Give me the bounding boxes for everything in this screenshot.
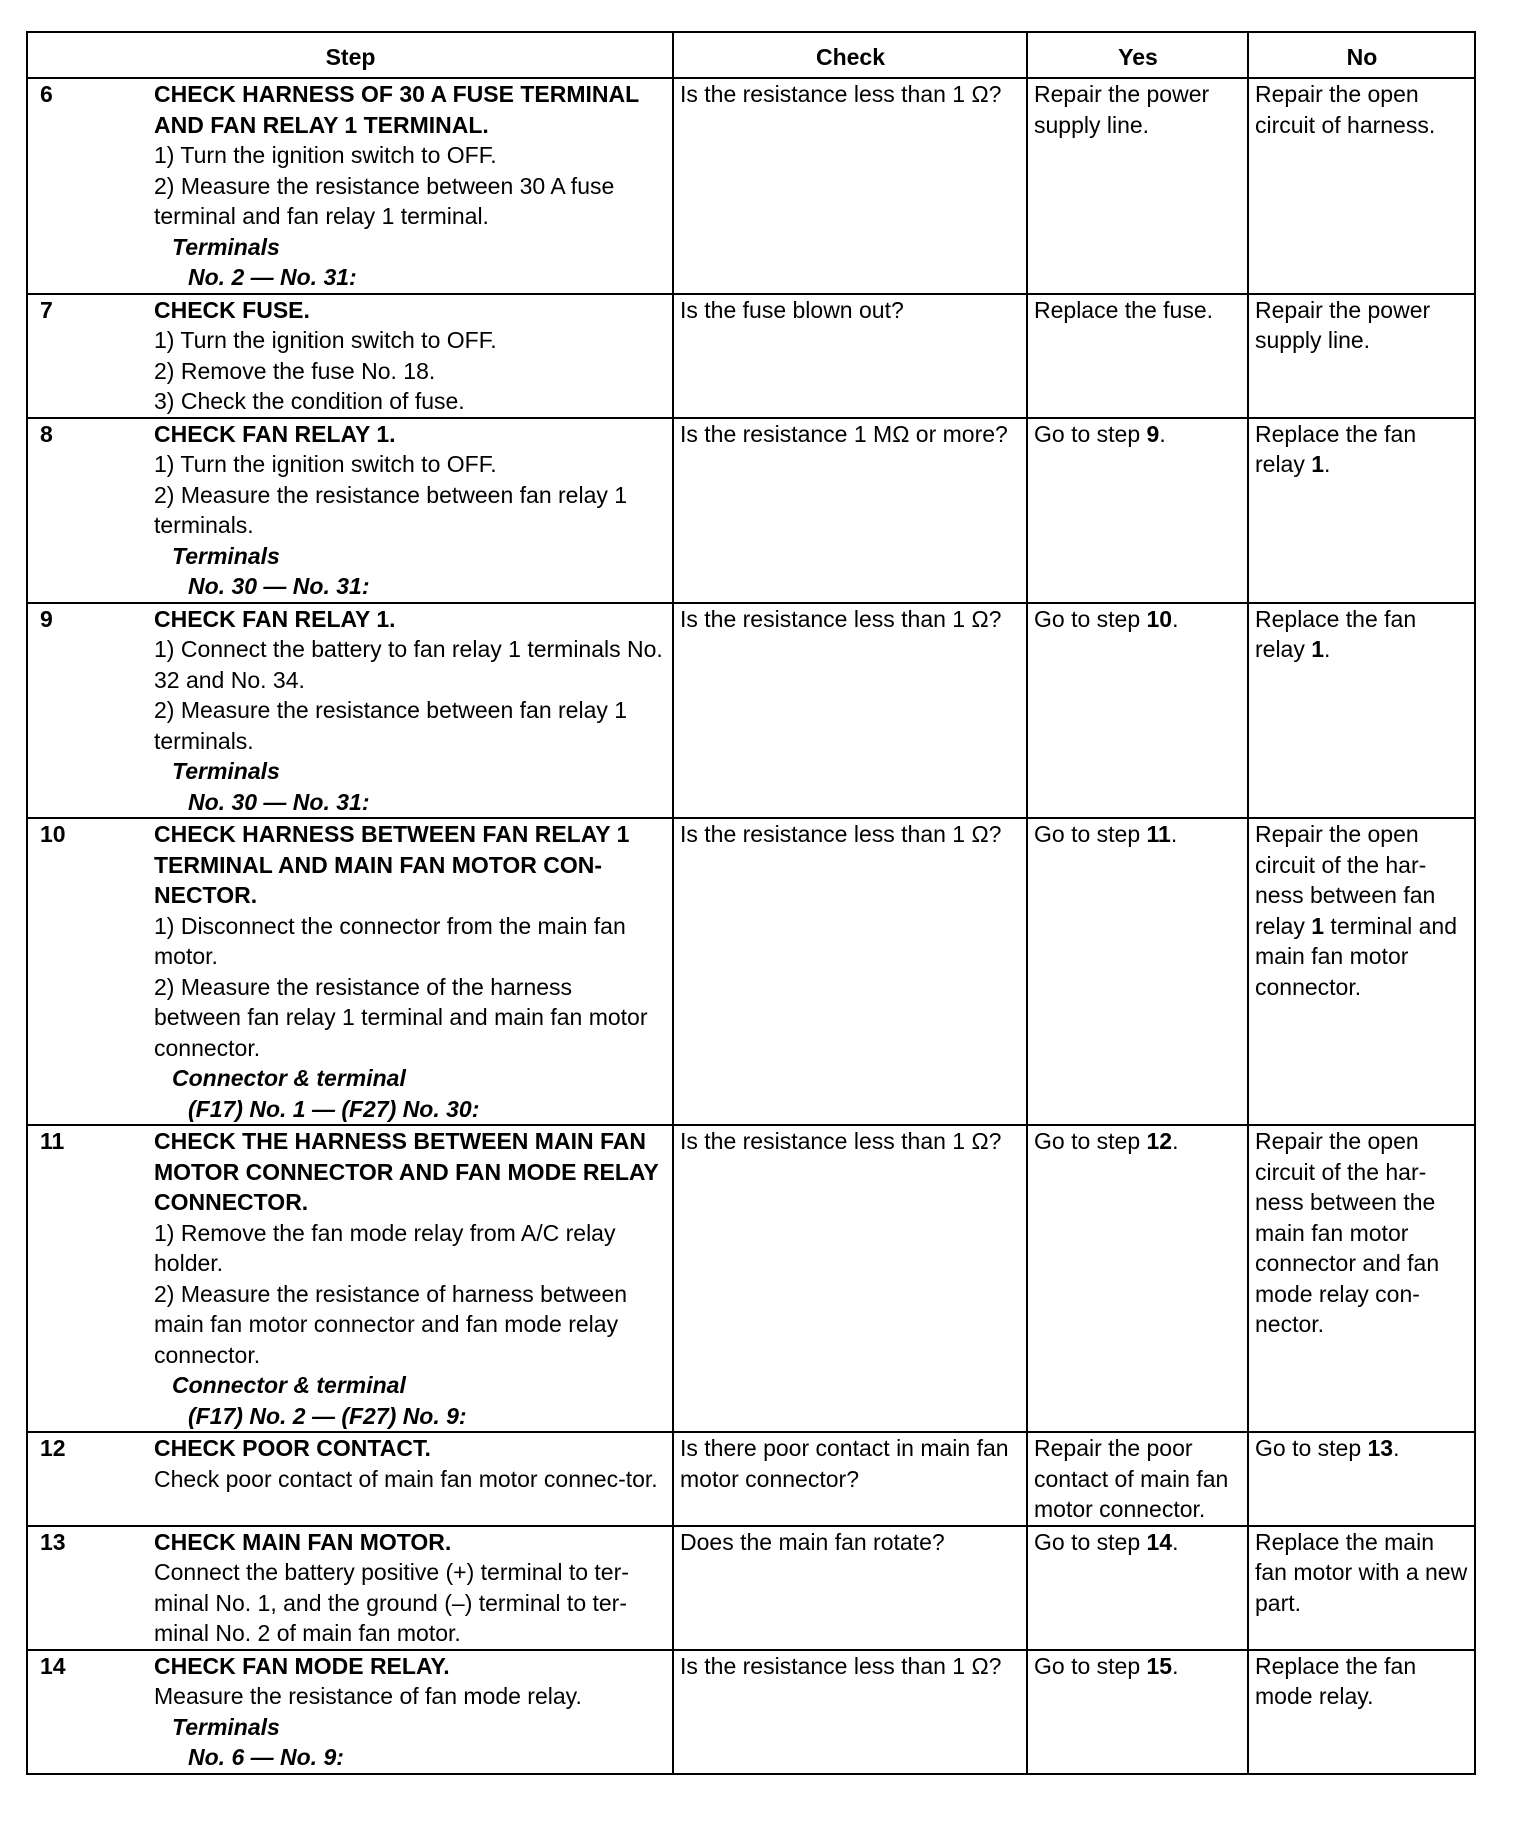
no-text: Go to step <box>1255 1435 1368 1461</box>
step-instruction: 2) Measure the resistance of the harness between fan relay 1 terminal and main fan motor connector. <box>154 973 648 1061</box>
no-step-ref: 1 <box>1311 451 1325 477</box>
yes-cell <box>1027 1432 1248 1526</box>
yes-text: Replace the fuse. <box>1034 296 1214 323</box>
step-instruction: 1) Turn the ignition switch to OFF. <box>154 327 497 353</box>
step-body <box>154 1651 667 1773</box>
no-text: Repair the open circuit of harness. <box>1255 81 1436 138</box>
yes-text-end: . <box>1172 605 1179 632</box>
yes-step-ref: 10 <box>1146 605 1173 632</box>
table-row <box>27 818 1475 1125</box>
step-body <box>154 419 667 602</box>
spec-value: (F17) No. 1 — (F27) No. 30: <box>188 1095 480 1122</box>
spec-heading: Connector & terminal <box>172 1372 406 1398</box>
table-row <box>27 1526 1475 1650</box>
step-number: 11 <box>40 1128 65 1154</box>
step-cell <box>27 78 673 294</box>
check-cell: Is the resistance 1 MΩ or more? <box>673 418 1027 603</box>
step-title: CHECK FUSE. <box>154 296 310 323</box>
no-text: Repair the power supply line. <box>1255 296 1431 353</box>
step-title: CHECK FAN RELAY 1. <box>154 605 396 632</box>
table-row <box>27 418 1475 603</box>
step-number: 13 <box>40 1528 66 1555</box>
check-cell: Is the resistance less than 1 Ω? <box>673 818 1027 1125</box>
yes-text: Go to step <box>1034 605 1147 632</box>
step-instruction: 2) Measure the resistance between 30 A fuse terminal and fan relay 1 terminal. <box>154 172 615 229</box>
yes-step-ref: 12 <box>1146 1128 1173 1154</box>
table-row <box>27 1650 1475 1774</box>
table-row <box>27 603 1475 819</box>
no-cell <box>1248 294 1475 418</box>
no-cell <box>1248 418 1475 603</box>
yes-cell <box>1027 1650 1248 1774</box>
no-text-end: terminal and main fan motor connector. <box>1255 912 1458 1000</box>
spec-value: No. 6 — No. 9: <box>188 1744 344 1770</box>
no-cell <box>1248 1650 1475 1774</box>
step-cell <box>27 603 673 819</box>
no-text: Repair the open circuit of the har-ness between the main fan motor connector and fan mode relay con-nector. <box>1255 1128 1440 1337</box>
check-cell: Does the main fan rotate? <box>673 1526 1027 1650</box>
header-check: Check <box>673 32 1027 78</box>
step-instruction: 3) Check the condition of fuse. <box>154 388 465 414</box>
yes-step-ref: 14 <box>1146 1528 1173 1555</box>
table-row <box>27 294 1475 418</box>
step-instruction: 2) Measure the resistance between fan relay 1 terminals. <box>154 697 628 754</box>
spec-heading: Connector & terminal <box>172 1065 406 1091</box>
step-body <box>154 1126 667 1431</box>
spec-heading: Terminals <box>172 233 280 260</box>
step-instruction: 1) Turn the ignition switch to OFF. <box>154 142 497 168</box>
spec-heading: Terminals <box>172 758 280 784</box>
step-cell <box>27 1125 673 1432</box>
no-text: Repair the open circuit of the har-ness between fan relay <box>1255 821 1436 939</box>
diagnostic-table <box>26 31 1476 1775</box>
no-cell <box>1248 1125 1475 1432</box>
step-number: 8 <box>40 420 53 447</box>
step-instruction: Connect the battery positive (+) terminal to ter-minal No. 1, and the ground (–) terminal to ter-minal No. 2 of main fan motor. <box>154 1559 629 1646</box>
no-text: Replace the main fan motor with a new part. <box>1255 1528 1468 1616</box>
check-cell: Is the resistance less than 1 Ω? <box>673 78 1027 294</box>
step-number: 7 <box>40 296 53 323</box>
yes-text-end: . <box>1172 1652 1179 1679</box>
header-no: No <box>1248 32 1475 78</box>
step-body <box>154 604 667 818</box>
yes-text: Repair the poor contact of main fan motor connector. <box>1034 1435 1229 1522</box>
step-number: 6 <box>40 81 53 107</box>
step-instruction: 2) Measure the resistance of harness between main fan motor connector and fan mode relay connector. <box>154 1280 628 1368</box>
step-instruction: 2) Remove the fuse No. 18. <box>154 357 436 384</box>
step-cell <box>27 294 673 418</box>
yes-cell <box>1027 1526 1248 1650</box>
step-title: CHECK HARNESS OF 30 A FUSE TERMINAL AND FAN RELAY 1 TERMINAL. <box>154 81 639 138</box>
step-title: CHECK MAIN FAN MOTOR. <box>154 1528 452 1555</box>
step-number: 14 <box>40 1652 66 1679</box>
yes-cell <box>1027 818 1248 1125</box>
header-yes: Yes <box>1027 32 1248 78</box>
spec-value: (F17) No. 2 — (F27) No. 9: <box>188 1402 467 1429</box>
step-cell <box>27 1432 673 1526</box>
step-title: CHECK FAN MODE RELAY. <box>154 1652 450 1679</box>
yes-text: Go to step <box>1034 1128 1147 1154</box>
table-row <box>27 1432 1475 1526</box>
yes-text-end: . <box>1172 1128 1179 1154</box>
spec-value: No. 2 — No. 31: <box>188 264 357 290</box>
yes-step-ref: 15 <box>1146 1652 1173 1679</box>
step-cell <box>27 818 673 1125</box>
header-step: Step <box>27 32 673 78</box>
table-row <box>27 1125 1475 1432</box>
step-title: CHECK FAN RELAY 1. <box>154 420 396 447</box>
step-instruction: 1) Connect the battery to fan relay 1 terminals No. 32 and No. 34. <box>154 636 663 693</box>
no-text: Replace the fan relay <box>1255 420 1417 477</box>
step-title: CHECK POOR CONTACT. <box>154 1435 431 1461</box>
yes-text: Repair the power supply line. <box>1034 81 1210 138</box>
step-title: CHECK THE HARNESS BETWEEN MAIN FAN MOTOR CONNECTOR AND FAN MODE RELAY CONNECTOR. <box>154 1128 659 1215</box>
yes-text-end: . <box>1172 1528 1179 1555</box>
step-cell <box>27 1650 673 1774</box>
step-body <box>154 79 667 293</box>
no-text-end: . <box>1393 1435 1400 1461</box>
spec-heading: Terminals <box>172 542 280 569</box>
step-number: 9 <box>40 605 53 632</box>
step-cell <box>27 1526 673 1650</box>
spec-value: No. 30 — No. 31: <box>188 573 370 599</box>
step-title: CHECK HARNESS BETWEEN FAN RELAY 1 TERMINAL AND MAIN FAN MOTOR CON-NECTOR. <box>154 821 630 908</box>
yes-step-ref: 11 <box>1146 821 1171 847</box>
check-cell: Is the resistance less than 1 Ω? <box>673 603 1027 819</box>
step-cell <box>27 418 673 603</box>
no-text: Replace the fan relay <box>1255 605 1417 662</box>
step-number: 12 <box>40 1435 66 1461</box>
step-instruction: 2) Measure the resistance between fan relay 1 terminals. <box>154 481 628 538</box>
no-cell <box>1248 1526 1475 1650</box>
spec-value: No. 30 — No. 31: <box>188 788 370 815</box>
yes-text-end: . <box>1159 420 1166 447</box>
no-cell <box>1248 78 1475 294</box>
step-body <box>154 1433 667 1494</box>
check-cell: Is there poor contact in main fan motor connector? <box>673 1432 1027 1526</box>
step-instruction: Check poor contact of main fan motor connec-tor. <box>154 1465 658 1492</box>
step-body <box>154 819 667 1124</box>
yes-text: Go to step <box>1034 1528 1147 1555</box>
yes-text-end: . <box>1170 821 1178 847</box>
step-number: 10 <box>40 821 66 847</box>
spec-heading: Terminals <box>172 1713 280 1740</box>
table-header-row <box>27 32 1475 78</box>
no-cell <box>1248 603 1475 819</box>
step-instruction: 1) Remove the fan mode relay from A/C relay holder. <box>154 1219 616 1276</box>
yes-step-ref: 9 <box>1146 420 1160 447</box>
yes-cell <box>1027 78 1248 294</box>
yes-cell <box>1027 418 1248 603</box>
no-step-ref: 1 <box>1311 636 1325 662</box>
no-step-ref: 1 <box>1311 912 1325 939</box>
yes-cell <box>1027 294 1248 418</box>
step-body <box>154 1527 667 1649</box>
yes-text: Go to step <box>1034 1652 1147 1679</box>
yes-text: Go to step <box>1034 420 1147 447</box>
check-cell: Is the fuse blown out? <box>673 294 1027 418</box>
step-instruction: 1) Disconnect the connector from the main fan motor. <box>154 912 626 969</box>
step-body <box>154 295 667 417</box>
yes-cell <box>1027 1125 1248 1432</box>
yes-cell <box>1027 603 1248 819</box>
no-text: Replace the fan mode relay. <box>1255 1652 1417 1709</box>
no-text-end: . <box>1324 451 1331 477</box>
step-instruction: Measure the resistance of fan mode relay. <box>154 1683 582 1709</box>
check-cell: Is the resistance less than 1 Ω? <box>673 1650 1027 1774</box>
no-text-end: . <box>1324 636 1331 662</box>
no-cell <box>1248 818 1475 1125</box>
yes-text: Go to step <box>1034 821 1147 847</box>
step-instruction: 1) Turn the ignition switch to OFF. <box>154 451 497 477</box>
no-cell <box>1248 1432 1475 1526</box>
table-row <box>27 78 1475 294</box>
no-step-ref: 13 <box>1367 1435 1394 1461</box>
check-cell: Is the resistance less than 1 Ω? <box>673 1125 1027 1432</box>
